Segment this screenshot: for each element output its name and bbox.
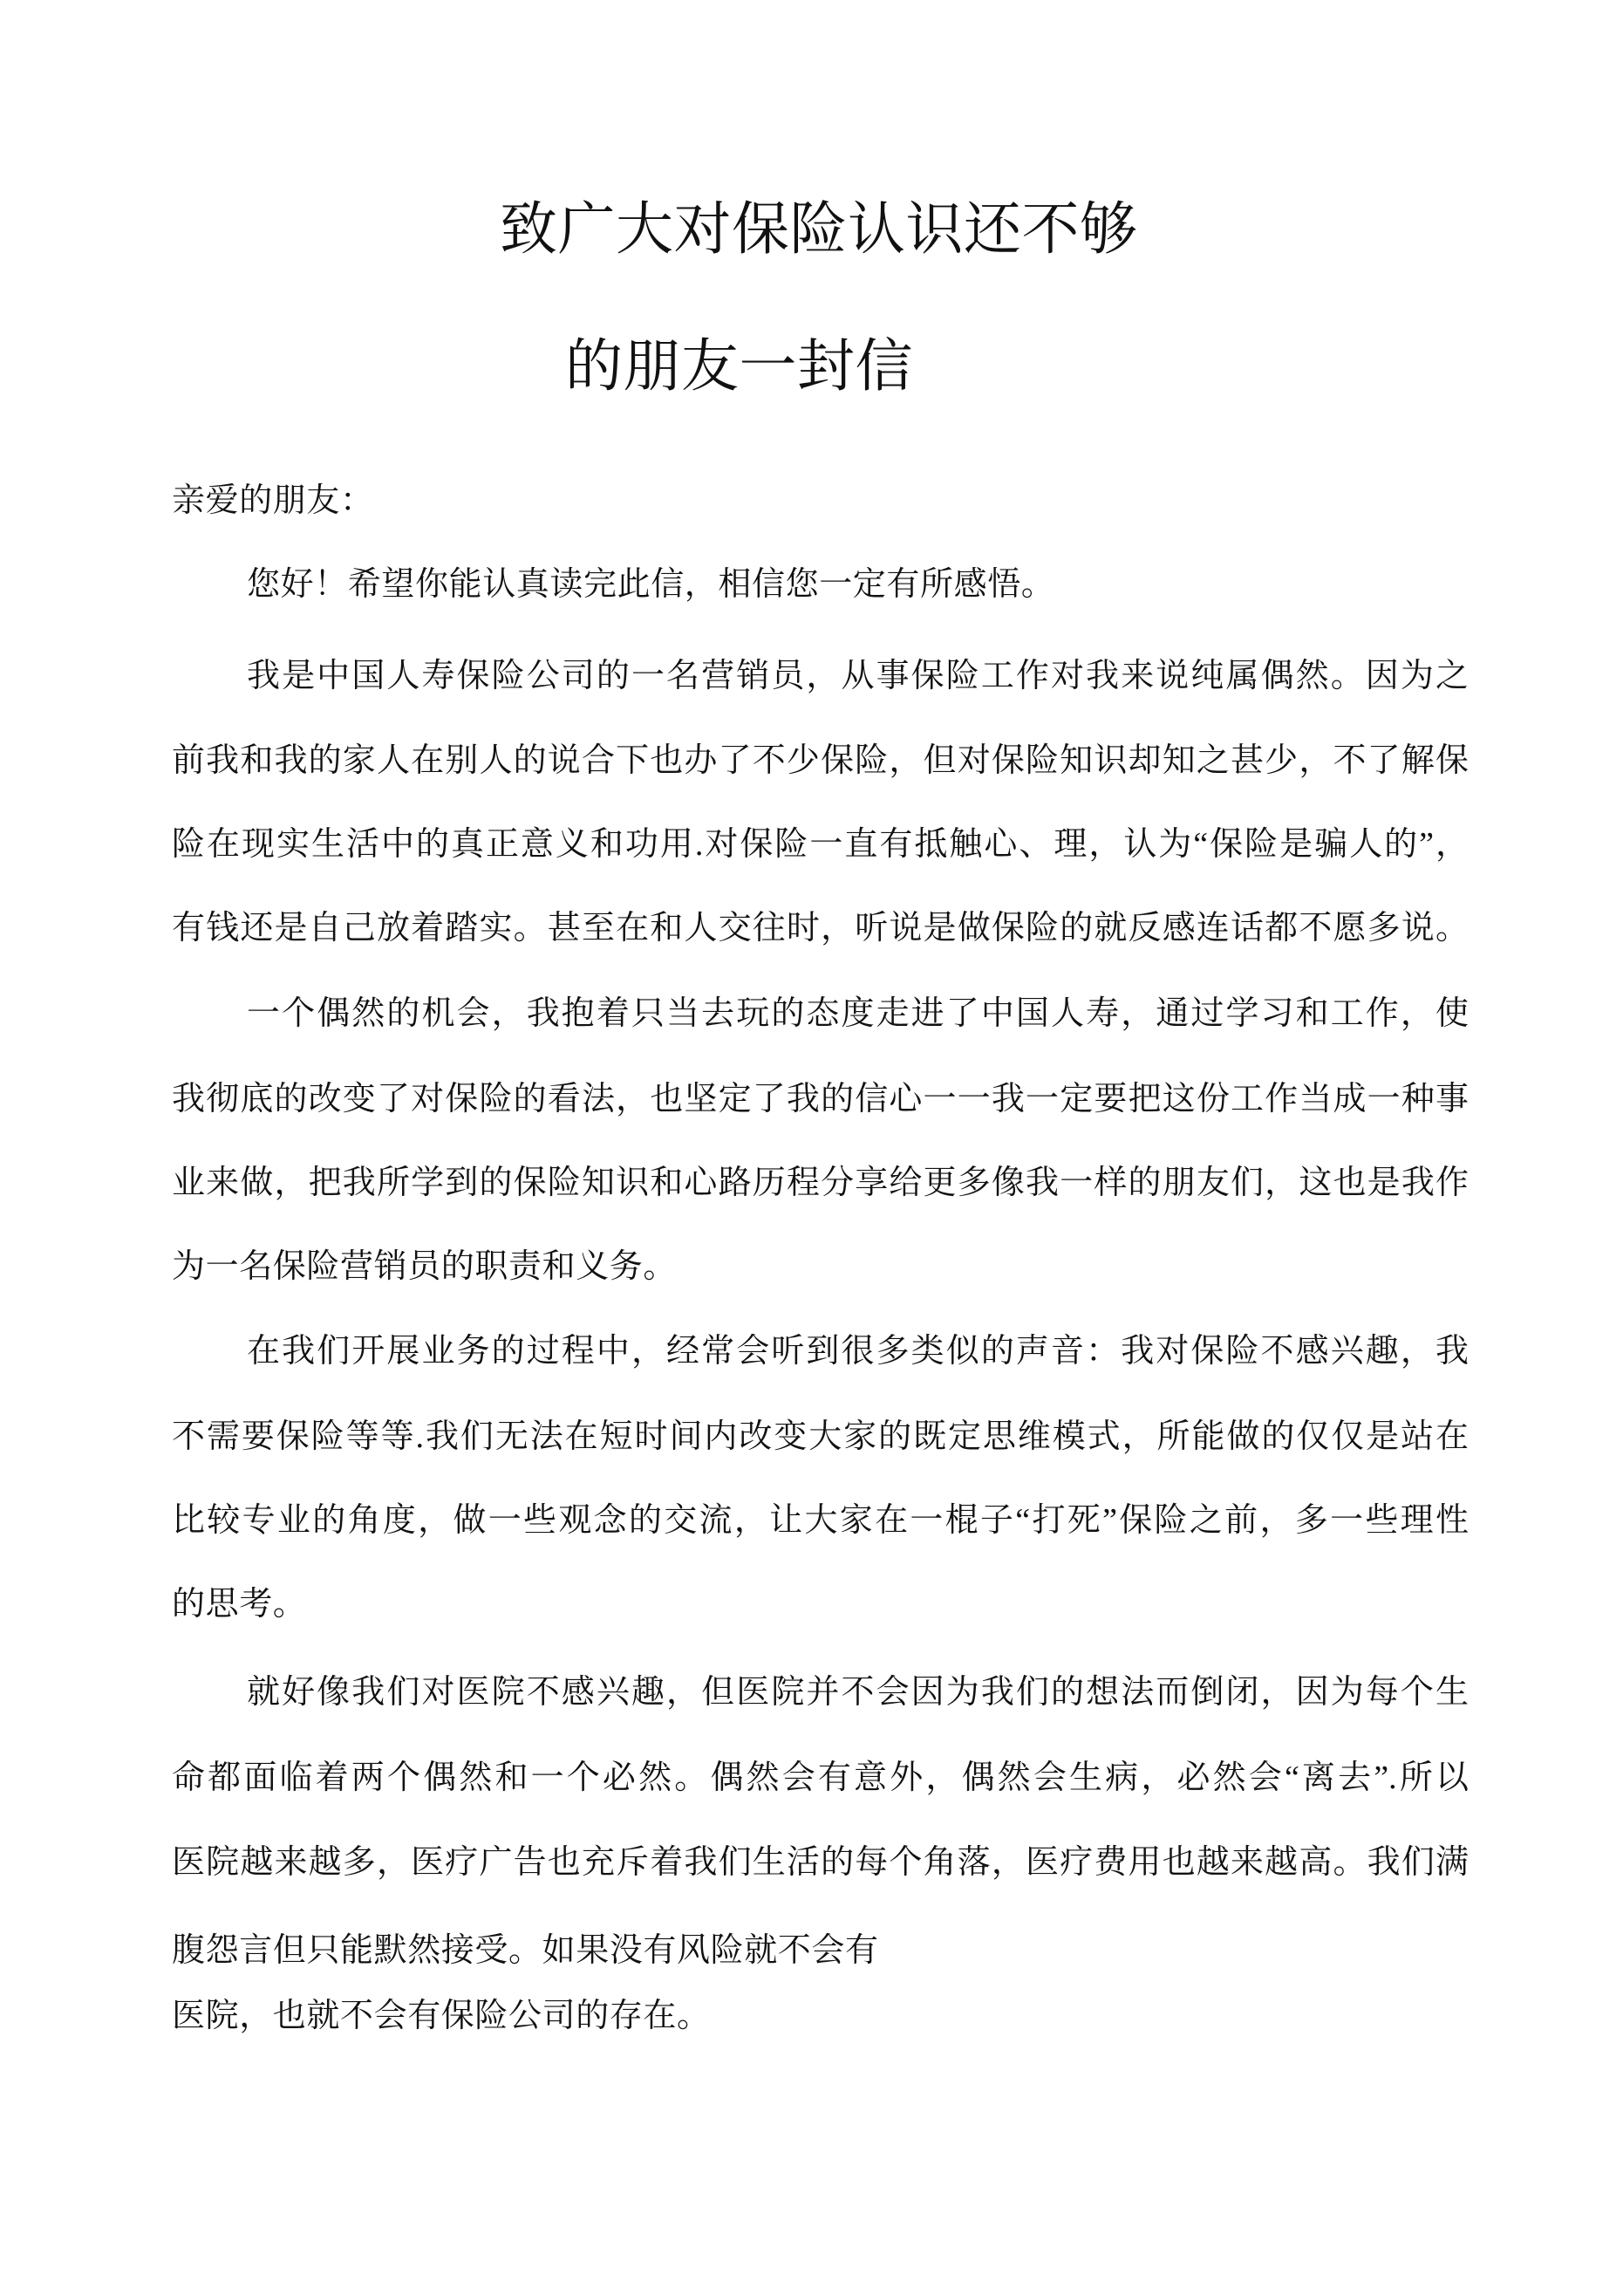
body-line: 为一名保险营销员的职责和义务。 <box>172 1248 678 1285</box>
body-line: 我是中国人寿保险公司的一名营销员，从事保险工作对我来说纯属偶然。因为之 <box>247 658 1469 694</box>
body-line: 比较专业的角度，做一些观念的交流，让大家在一棍子“打死”保险之前，多一些理性 <box>172 1502 1469 1539</box>
body-line: 就好像我们对医院不感兴趣，但医院并不会因为我们的想法而倒闭，因为每个生 <box>247 1674 1469 1711</box>
body-line: 腹怨言但只能默然接受。如果没有风险就不会有 <box>172 1932 879 1969</box>
body-line: 有钱还是自己放着踏实。甚至在和人交往时，听说是做保险的就反感连话都不愿多说。 <box>172 910 1469 946</box>
body-line: 命都面临着两个偶然和一个必然。偶然会有意外，偶然会生病，必然会“离去”.所以 <box>172 1760 1469 1796</box>
body-line: 医院越来越多，医疗广告也充斥着我们生活的每个角落，医疗费用也越来越高。我们满 <box>172 1844 1469 1881</box>
body-line: 一个偶然的机会，我抱着只当去玩的态度走进了中国人寿，通过学习和工作，使 <box>247 995 1469 1032</box>
salutation: 亲爱的朋友： <box>172 482 374 519</box>
body-line: 的思考。 <box>172 1586 307 1623</box>
body-line: 您好！希望你能认真读完此信，相信您一定有所感悟。 <box>247 566 1055 603</box>
body-line: 险在现实生活中的真正意义和功用.对保险一直有抵触心、理，认为“保险是骗人的”， <box>172 826 1469 863</box>
body-line: 我彻底的改变了对保险的看法，也坚定了我的信心一一我一定要把这份工作当成一种事 <box>172 1081 1469 1117</box>
body-line: 在我们开展业务的过程中，经常会听到很多类似的声音：我对保险不感兴趣，我 <box>247 1333 1469 1370</box>
body-line: 前我和我的家人在别人的说合下也办了不少保险，但对保险知识却知之甚少，不了解保 <box>172 742 1469 779</box>
body-line: 不需要保险等等.我们无法在短时间内改变大家的既定思维模式，所能做的仅仅是站在 <box>172 1418 1469 1455</box>
title-line-2: 的朋友一封信 <box>565 335 913 399</box>
title-line-1: 致广大对保险认识还不够 <box>500 198 1138 262</box>
body-line: 医院，也就不会有保险公司的存在。 <box>172 1998 711 2034</box>
body-line: 业来做，把我所学到的保险知识和心路历程分享给更多像我一样的朋友们，这也是我作 <box>172 1165 1469 1201</box>
